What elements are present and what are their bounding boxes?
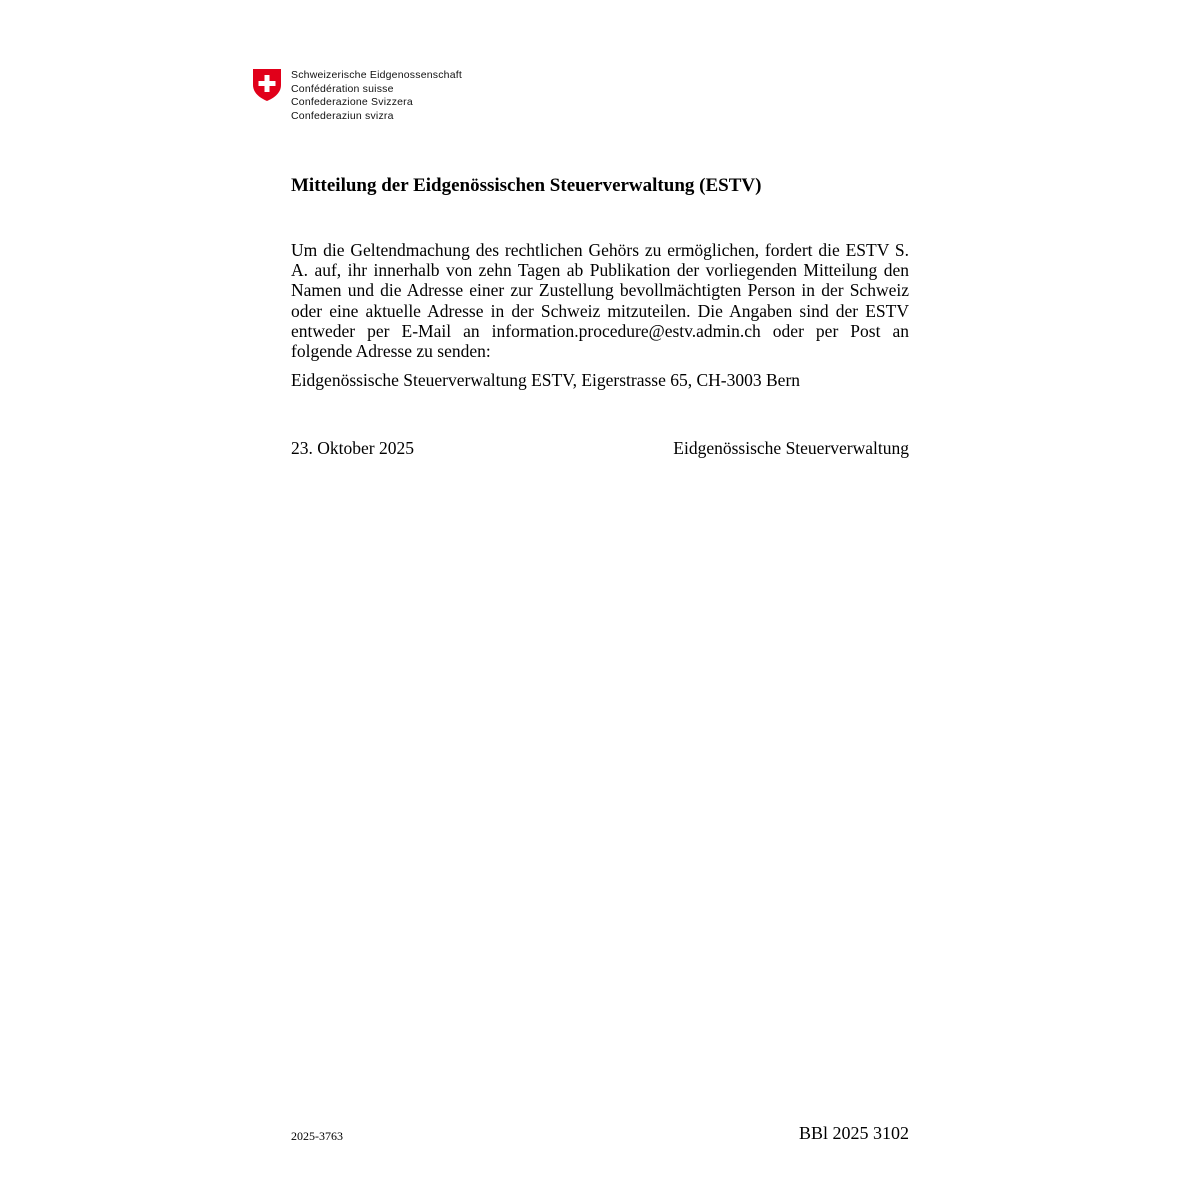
- footer-page-reference: BBl 2025 3102: [798, 1123, 909, 1143]
- swiss-coat-of-arms-icon: [252, 68, 282, 102]
- signature-authority: Eidgenössische Steuerverwaltung: [673, 438, 909, 458]
- document-title: Mitteilung der Eidgenössischen Steuerverwaltung (ESTV): [291, 175, 762, 196]
- confederation-name-fr: Confédération suisse: [291, 82, 394, 95]
- confederation-name-it: Confederazione Svizzera: [291, 96, 413, 108]
- confederation-name-rm: Confederaziun svizra: [291, 109, 394, 122]
- confederation-name-de: Schweizerische Eidgenossenschaft: [291, 69, 462, 81]
- letterhead: [252, 68, 462, 123]
- footer-reference: 2025-3763: [291, 1129, 343, 1143]
- confederation-names: [291, 69, 462, 123]
- document-date: 23. Oktober 2025: [291, 438, 414, 458]
- postal-address: Eidgenössische Steuerverwaltung ESTV, Eigerstrasse 65, CH-3003 Bern: [291, 370, 801, 390]
- body-paragraph: Um die Geltendmachung des rechtlichen Gehörs zu ermöglichen, fordert die ESTV S. A. auf, ihr innerhalb von zehn Tagen ab Publikation der vorliegenden Mitteilung den Namen und die Adresse einer zur Zustellung bevollmächtigten Person in der Schweiz oder eine aktuelle Adresse in der Schweiz mitzuteilen. Die Angaben sind der ESTV entweder per E-Mail an information.procedure@estv.admin.ch oder per Post an folgende Adresse zu senden:: [291, 240, 909, 362]
- date-signature-line: [291, 438, 909, 459]
